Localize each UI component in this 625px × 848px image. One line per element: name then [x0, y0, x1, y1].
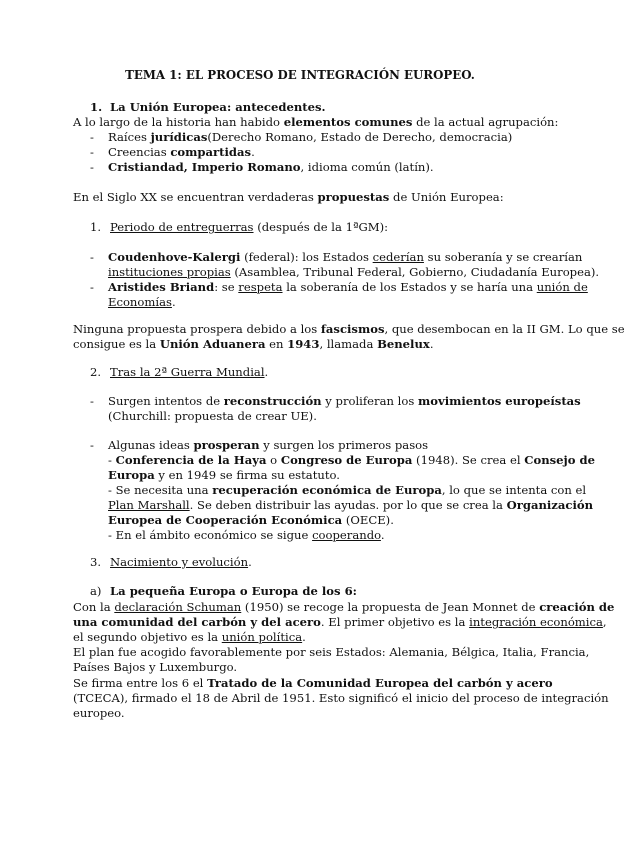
bullet-dash: -	[90, 145, 94, 159]
bullet-dash: -	[90, 160, 94, 174]
consigue-line: consigue es la Unión Aduanera en 1943, llamada Benelux.	[73, 337, 434, 351]
schuman-line-2: una comunidad del carbón y del acero. El primer objetivo es la integración económica,	[73, 615, 607, 629]
bullet-dash: -	[90, 250, 94, 264]
tratado-line-2: (TCECA), firmado el 18 de Abril de 1951. Esto significó el inicio del proceso de integración	[73, 691, 609, 705]
subsection-posguerra: Tras la 2ª Guerra Mundial.	[110, 365, 269, 379]
conferencia-line-2: Europa y en 1949 se firma su estatuto.	[108, 468, 340, 482]
page-title: TEMA 1: EL PROCESO DE INTEGRACIÓN EUROPEO.	[125, 68, 475, 82]
subsection-entreguerras: Periodo de entreguerras (después de la 1ªGM):	[110, 220, 389, 234]
ninguna-line: Ninguna propuesta prospera debido a los fascismos, que desembocan en la II GM. Lo que se	[73, 322, 625, 336]
conferencia-line-1: - Conferencia de la Haya o Congreso de Europa (1948). Se crea el Consejo de	[108, 453, 595, 467]
coudenhove-line-1: Coudenhove-Kalergi (federal): los Estados cederían su soberanía y se crearían	[108, 250, 583, 264]
subsection-number: 1.	[90, 220, 102, 234]
tratado-line-3: europeo.	[73, 706, 125, 720]
plan-line-1: El plan fue acogido favorablemente por seis Estados: Alemania, Bélgica, Italia, Francia,	[73, 645, 590, 659]
surgen-line-2: (Churchill: propuesta de crear UE).	[108, 409, 317, 423]
tratado-line-1: Se firma entre los 6 el Tratado de la Comunidad Europea del carbón y acero	[73, 676, 553, 690]
recuperacion-line-3: Europea de Cooperación Económica (OECE).	[108, 513, 394, 527]
subsection-number: 2.	[90, 365, 102, 379]
briand-line-2: Economías.	[108, 295, 176, 309]
ambito-line: - En el ámbito económico se sigue cooperando.	[108, 528, 385, 542]
briand-line-1: Aristides Briand: se respeta la soberanía de los Estados y se haría una unión de	[108, 280, 588, 294]
schuman-line-3: el segundo objetivo es la unión política.	[73, 630, 306, 644]
siglo-xx-line: En el Siglo XX se encuentran verdaderas propuestas de Unión Europea:	[73, 190, 504, 204]
plan-line-2: Países Bajos y Luxemburgo.	[73, 660, 238, 674]
subsection-pequena-europa: La pequeña Europa o Europa de los 6:	[110, 584, 357, 598]
subsection-number: 3.	[90, 555, 102, 569]
recuperacion-line-1: - Se necesita una recuperación económica de Europa, lo que se intenta con el	[108, 483, 587, 497]
section-1-number: 1.	[90, 100, 103, 114]
coudenhove-line-2: instituciones propias (Asamblea, Tribunal Federal, Gobierno, Ciudadanía Europea).	[108, 265, 600, 279]
subsection-nacimiento: Nacimiento y evolución.	[110, 555, 252, 569]
algunas-line: Algunas ideas prosperan y surgen los primeros pasos	[108, 438, 429, 452]
schuman-line-1: Con la declaración Schuman (1950) se recoge la propuesta de Jean Monnet de creación de	[73, 600, 615, 614]
bullet-dash: -	[90, 438, 94, 452]
subsection-letter: a)	[90, 584, 102, 598]
intro-line: A lo largo de la historia han habido elementos comunes de la actual agrupación:	[73, 115, 559, 129]
recuperacion-line-2: Plan Marshall. Se deben distribuir las ayudas. por lo que se crea la Organización	[108, 498, 594, 512]
section-1-heading: La Unión Europea: antecedentes.	[110, 100, 326, 114]
bullet-dash: -	[90, 394, 94, 408]
list-item: Raíces jurídicas(Derecho Romano, Estado de Derecho, democracia)	[108, 130, 513, 144]
surgen-line-1: Surgen intentos de reconstrucción y proliferan los movimientos europeístas	[108, 394, 581, 408]
bullet-dash: -	[90, 280, 94, 294]
list-item: Creencias compartidas.	[108, 145, 255, 159]
bullet-dash: -	[90, 130, 94, 144]
list-item: Cristiandad, Imperio Romano, idioma común (latín).	[108, 160, 434, 174]
